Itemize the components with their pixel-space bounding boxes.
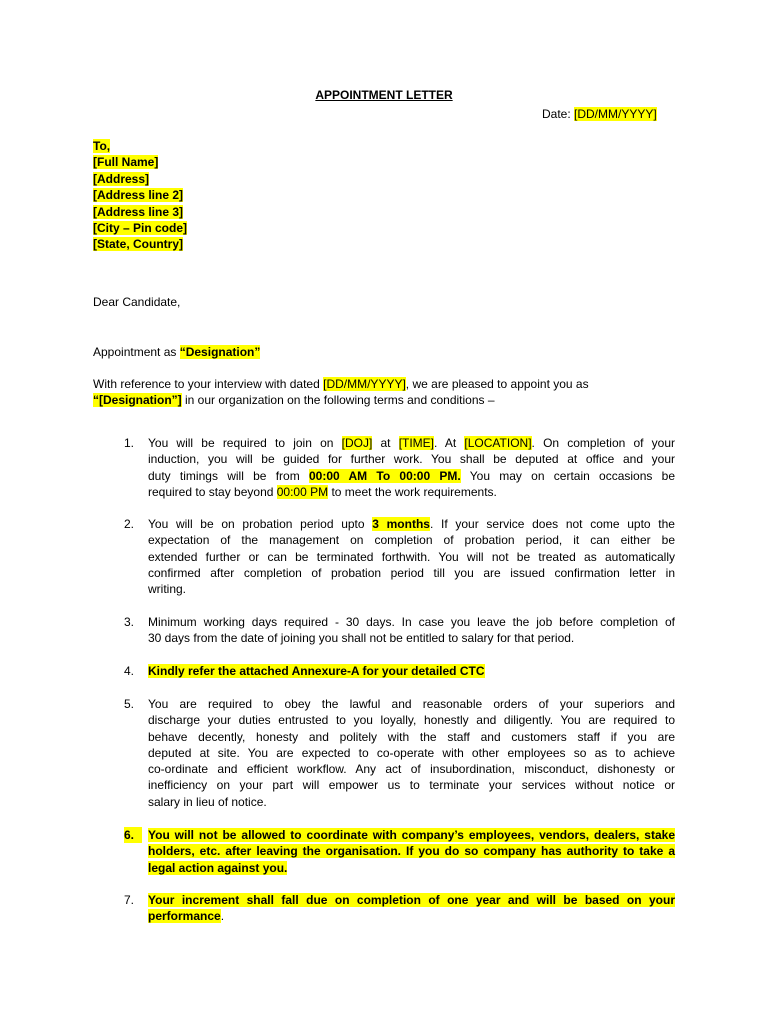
address-line-state-country: [State, Country] — [93, 237, 183, 252]
term-line: deputed at site. You are expected to co-operate with other employees so as to achieve — [148, 745, 675, 760]
document-title: APPOINTMENT LETTER — [315, 88, 453, 102]
term-line: confirmed after completion of probation period till you are issued confirmation letter in — [148, 565, 675, 580]
term-number: 5. — [124, 697, 135, 711]
term-number: 3. — [124, 615, 135, 629]
term-line: co-ordinate and efficient workflow. Any act of insubordination, misconduct, dishonesty or — [148, 762, 675, 777]
address-line-to: To, — [93, 139, 111, 153]
term-line: You are required to obey the lawful and reasonable orders of your superiors and — [148, 697, 675, 711]
recipient-address-block — [93, 138, 187, 253]
term-line: behave decently, honesty and politely with the staff and customers staff if you are — [148, 729, 675, 744]
term-line: holders, etc. after leaving the organisation. If you do so company has authority to take a — [148, 844, 675, 859]
term-line: You will not be allowed to coordinate with company’s employees, vendors, dealers, stake — [148, 828, 675, 842]
term-text-segment: You may on certain occasions be — [460, 468, 676, 483]
term-line: writing. — [148, 582, 187, 597]
term-text — [148, 435, 675, 500]
term-text — [148, 696, 675, 810]
term-number: 4. — [124, 664, 135, 678]
term-text-segment: to meet the work requirements. — [328, 484, 497, 499]
intro-designation-placeholder: “[Designation”] — [93, 393, 182, 408]
term-line: Your increment shall fall due on completion of one year and will be based on your — [148, 893, 675, 907]
date-value: [DD/MM/YYYY] — [574, 107, 657, 121]
term-line: Minimum working days required - 30 days. In case you leave the job before completion of — [148, 615, 675, 629]
address-line-address-3: [Address line 3] — [93, 204, 184, 219]
location-placeholder: [LOCATION] — [464, 436, 532, 450]
address-line-full-name: [Full Name] — [93, 155, 159, 170]
address-line-city-pin: [City – Pin code] — [93, 221, 188, 236]
term-number: 2. — [124, 517, 135, 531]
term-line: performance — [148, 909, 221, 924]
term-number: 1. — [124, 436, 135, 450]
address-line-address-2: [Address line 2] — [93, 188, 184, 203]
salutation: Dear Candidate, — [93, 295, 181, 309]
term-line: discharge your duties entrusted to you loyally, honestly and diligently. You are required to — [148, 713, 675, 728]
term-text-segment: . At — [434, 436, 465, 450]
annexure-reference: Kindly refer the attached Annexure-A for your detailed CTC — [148, 664, 485, 678]
term-line: induction, you will be guided for further work. You shall be deputed at office and your — [148, 452, 675, 467]
term-line: legal action against you. — [148, 860, 288, 875]
term-text-segment: . If your service does not come upto the — [429, 517, 675, 531]
term-line: salary in lieu of notice. — [148, 794, 267, 809]
intro-text-1: With reference to your interview with dated — [93, 377, 324, 391]
term-line: inefficiency on your part will empower us to terminate your services without notice or — [148, 778, 675, 793]
term-number: 6. — [124, 827, 142, 843]
term-number: 7. — [124, 893, 135, 907]
subject-line — [93, 345, 260, 359]
term-text-segment: . On completion of your — [531, 436, 676, 450]
term-text-segment: at — [372, 436, 399, 450]
term-text — [148, 516, 675, 597]
address-line-address: [Address] — [93, 171, 150, 186]
date-label: Date: — [542, 107, 575, 121]
term-line: 30 days from the date of joining you shall not be entitled to salary for that period. — [148, 631, 575, 646]
intro-paragraph — [93, 376, 683, 409]
probation-period-placeholder: 3 months — [372, 517, 430, 531]
subject-prefix: Appointment as — [93, 345, 180, 359]
term-text-segment: required to stay beyond — [148, 484, 277, 499]
term-text-segment: You will be required to join on — [148, 436, 342, 450]
doj-placeholder: [DOJ] — [341, 436, 373, 450]
term-text — [148, 892, 675, 925]
term-line: extended further or can be terminated forthwith. You will not be treated as automatically — [148, 549, 675, 564]
intro-text-3: in our organization on the following terms and conditions – — [181, 393, 495, 408]
term-text-segment: . — [220, 909, 225, 924]
duty-timing-placeholder: 00:00 AM To 00:00 PM. — [308, 468, 461, 483]
term-text-segment: You will be on probation period upto — [148, 517, 373, 531]
term-text — [148, 663, 675, 679]
term-text-segment: duty timings will be from — [148, 468, 309, 483]
intro-date-placeholder: [DD/MM/YYYY] — [323, 377, 406, 391]
intro-text-2: , we are pleased to appoint you as — [405, 377, 589, 391]
overtime-placeholder: 00:00 PM — [276, 484, 329, 499]
subject-designation: “Designation” — [179, 345, 261, 359]
term-line: expectation of the management on completion of probation period, it can either be — [148, 533, 675, 548]
term-text — [148, 614, 675, 647]
time-placeholder: [TIME] — [398, 436, 435, 450]
date-line — [542, 107, 657, 121]
term-text — [148, 827, 675, 876]
